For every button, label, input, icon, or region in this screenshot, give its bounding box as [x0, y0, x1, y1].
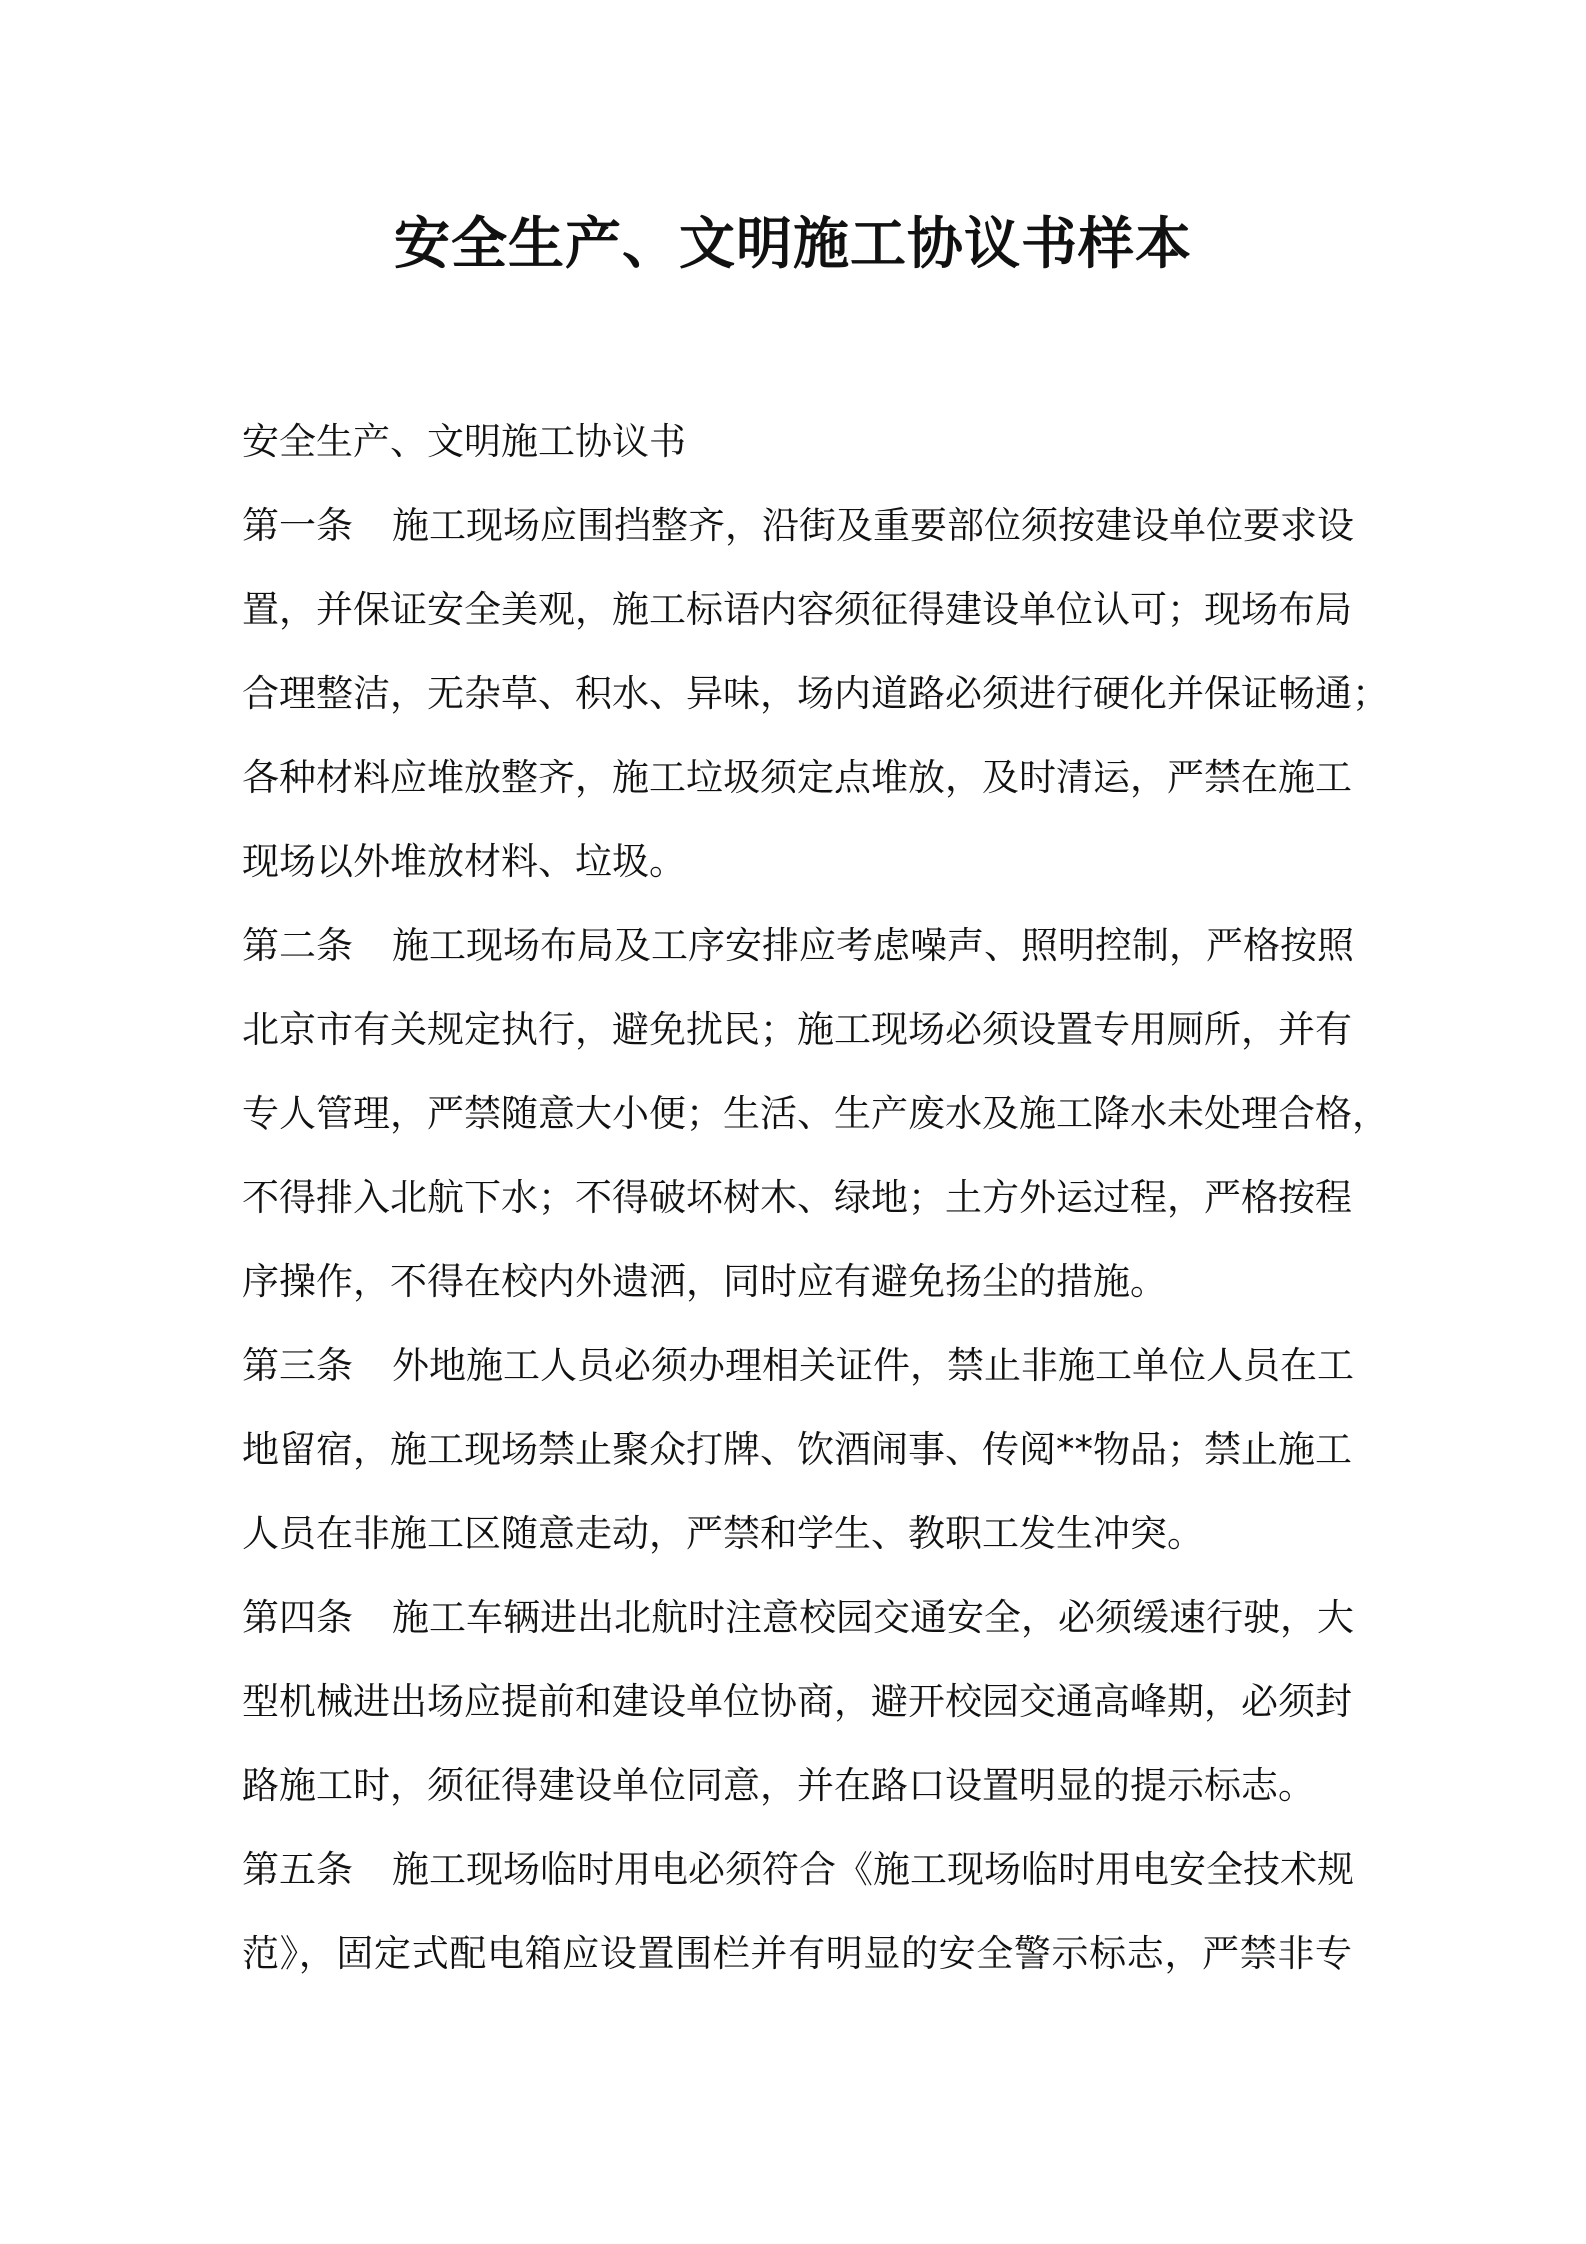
article-3-line-1 — [242, 1324, 1352, 1408]
article-1-line-3: 合理整洁，无杂草、积水、异味，场内道路必须进行硬化并保证畅通； — [242, 672, 1389, 715]
article-5-label: 第五条 — [242, 1848, 353, 1891]
article-4 — [242, 1576, 1352, 1828]
article-3-label: 第三条 — [242, 1344, 353, 1387]
article-2-label: 第二条 — [242, 924, 353, 967]
article-5 — [242, 1828, 1352, 1996]
article-1 — [242, 484, 1389, 904]
article-3-text-1: 外地施工人员必须办理相关证件，禁止非施工单位人员在工 — [392, 1344, 1354, 1387]
article-4-line-3: 路施工时，须征得建设单位同意，并在路口设置明显的提示标志。 — [242, 1764, 1315, 1807]
article-1-line-2: 置，并保证安全美观，施工标语内容须征得建设单位认可；现场布局 — [242, 588, 1352, 631]
article-3-line-2: 地留宿，施工现场禁止聚众打牌、饮酒闹事、传阅**物品；禁止施工 — [242, 1428, 1352, 1471]
article-2-text-1: 施工现场布局及工序安排应考虑噪声、照明控制，严格按照 — [392, 924, 1354, 967]
article-1-line-1 — [242, 484, 1352, 568]
article-3 — [242, 1324, 1352, 1576]
article-2-line-3: 专人管理，严禁随意大小便；生活、生产废水及施工降水未处理合格， — [242, 1092, 1389, 1135]
article-1-text-1: 施工现场应围挡整齐，沿街及重要部位须按建设单位要求设 — [392, 504, 1354, 547]
article-2-line-4: 不得排入北航下水；不得破坏树木、绿地；土方外运过程，严格按程 — [242, 1176, 1352, 1219]
article-1-line-4: 各种材料应堆放整齐，施工垃圾须定点堆放，及时清运，严禁在施工 — [242, 756, 1352, 799]
article-2-line-1 — [242, 904, 1352, 988]
article-3-line-3: 人员在非施工区随意走动，严禁和学生、教职工发生冲突。 — [242, 1512, 1204, 1555]
document-body — [242, 400, 1389, 1996]
article-4-line-1 — [242, 1576, 1352, 1660]
document-title: 安全生产、文明施工协议书样本 — [394, 212, 1192, 277]
article-5-line-2: 范》，固定式配电箱应设置围栏并有明显的安全警示标志，严禁非专 — [242, 1932, 1352, 1975]
article-5-line-1 — [242, 1828, 1352, 1912]
article-4-line-2: 型机械进出场应提前和建设单位协商，避开校园交通高峰期，必须封 — [242, 1680, 1352, 1723]
article-1-line-5: 现场以外堆放材料、垃圾。 — [242, 840, 686, 883]
agreement-subtitle: 安全生产、文明施工协议书 — [242, 420, 686, 463]
article-4-text-1: 施工车辆进出北航时注意校园交通安全，必须缓速行驶，大 — [392, 1596, 1354, 1639]
article-1-label: 第一条 — [242, 504, 353, 547]
article-2-line-2: 北京市有关规定执行，避免扰民；施工现场必须设置专用厕所，并有 — [242, 1008, 1352, 1051]
article-4-label: 第四条 — [242, 1596, 353, 1639]
article-2-line-5: 序操作，不得在校内外遗洒，同时应有避免扬尘的措施。 — [242, 1260, 1167, 1303]
article-2 — [242, 904, 1389, 1324]
article-5-text-1: 施工现场临时用电必须符合《施工现场临时用电安全技术规 — [392, 1848, 1354, 1891]
